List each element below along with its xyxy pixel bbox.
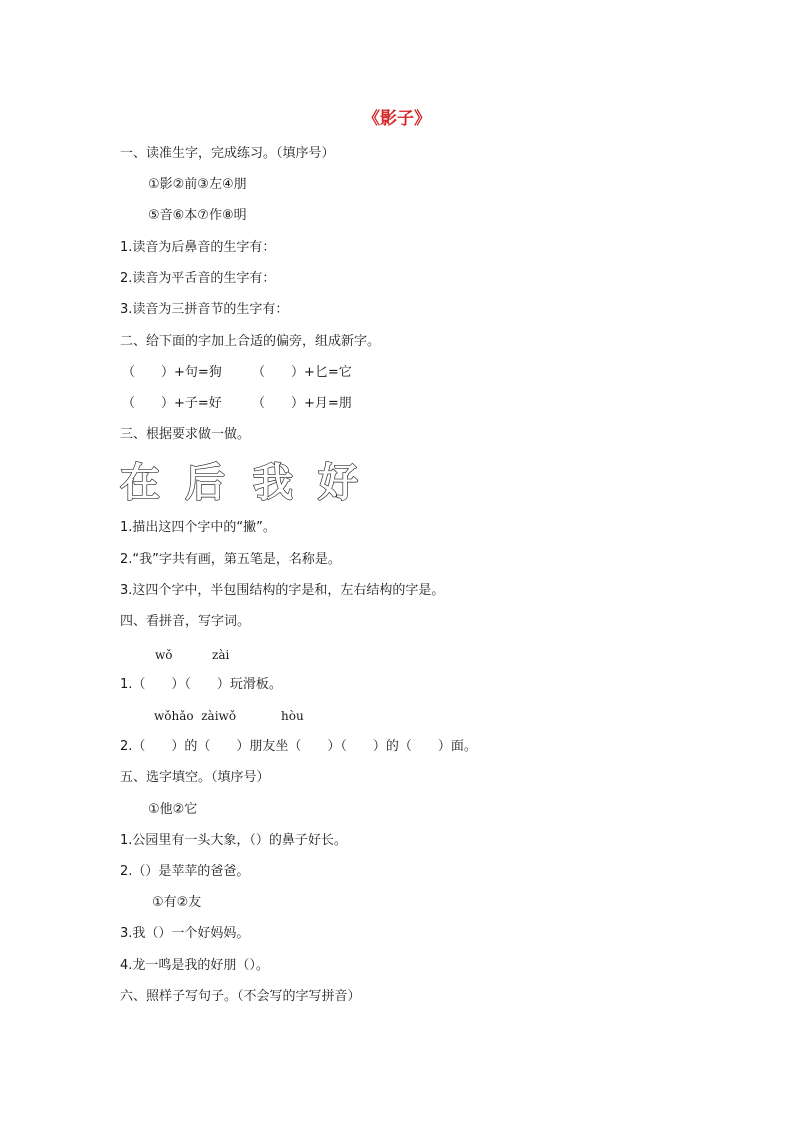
section-3-question-1: 1.描出这四个字中的“撇”。 (120, 520, 276, 535)
section-5-question-4: 4.龙一鸣是我的好朋（）。 (120, 958, 269, 973)
section-1-char-row-1: ①影②前③左④朋 (148, 177, 247, 192)
outline-char-3: 我 (253, 460, 293, 504)
section-2-item-1: （ ）+句=狗 (122, 365, 222, 380)
section-3-question-2: 2.“我”字共有画，第五笔是，名称是。 (120, 552, 341, 567)
section-2-item-2: （ ）+匕=它 (252, 365, 352, 380)
outline-char-2: 后 (185, 460, 225, 504)
pinyin-wo: wǒ (155, 648, 173, 662)
section-3-heading: 三、根据要求做一做。 (120, 427, 251, 442)
section-4-question-2: 2.（ ）的（ ）朋友坐（ ）（ ）的（ ）面。 (120, 739, 477, 754)
section-1-question-2: 2.读音为平舌音的生字有： (120, 271, 276, 286)
section-1-heading: 一、读准生字，完成练习。（填序号） (120, 146, 335, 161)
section-5-options-2: ①有②友 (152, 895, 202, 910)
section-1-question-1: 1.读音为后鼻音的生字有： (120, 240, 276, 255)
pinyin-hou: hòu (281, 709, 304, 723)
outline-characters (118, 456, 378, 504)
outline-char-1: 在 (120, 460, 160, 504)
section-4-question-1: 1.（ ）（ ）玩滑板。 (120, 677, 282, 692)
section-5-options-1: ①他②它 (148, 802, 198, 817)
section-1-question-3: 3.读音为三拼音节的生字有： (120, 302, 289, 317)
pinyin-group-1: wǒhǎo zàiwǒ (154, 709, 237, 723)
section-6-heading: 六、照样子写句子。（不会写的字写拼音） (120, 989, 361, 1004)
section-5-heading: 五、选字填空。（填序号） (120, 770, 270, 785)
section-2-item-3: （ ）+子=好 (122, 396, 222, 411)
page-title: 《影子》 (363, 109, 431, 129)
section-5-question-3: 3.我（）一个好妈妈。 (120, 926, 250, 941)
pinyin-zai: zài (212, 648, 230, 662)
section-2-item-4: （ ）+月=朋 (252, 396, 352, 411)
section-2-heading: 二、给下面的字加上合适的偏旁，组成新字。 (120, 334, 381, 349)
section-1-char-row-2: ⑤音⑥本⑦作⑧明 (148, 208, 247, 223)
section-3-question-3: 3.这四个字中，半包围结构的字是和，左右结构的字是。 (120, 583, 445, 598)
section-4-heading: 四、看拼音，写字词。 (120, 614, 251, 629)
section-5-question-1: 1.公园里有一头大象，（）的鼻子好长。 (120, 833, 347, 848)
section-5-question-2: 2.（）是苹苹的爸爸。 (120, 864, 250, 879)
outline-char-4: 好 (318, 460, 358, 504)
